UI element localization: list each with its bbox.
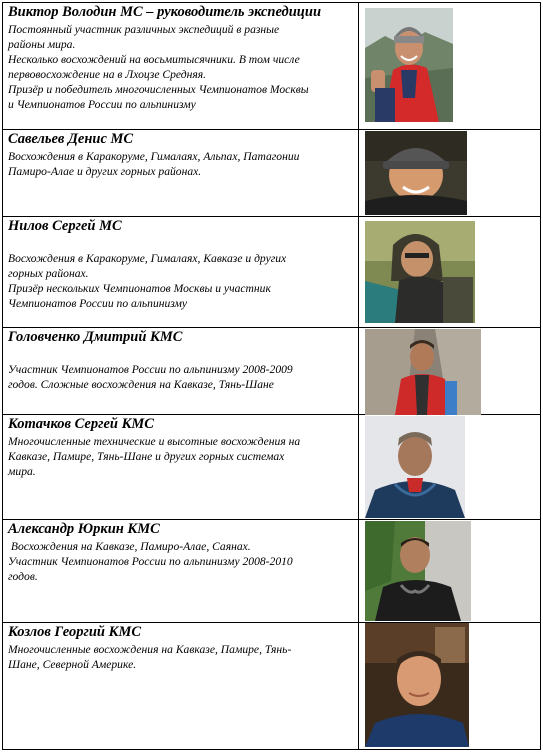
expedition-team-table — [2, 2, 541, 750]
portrait-climber-rock-icon — [365, 329, 481, 415]
member-bio-line: Чемпионатов России по альпинизму — [8, 297, 188, 310]
member-bio-line: Призёр нескольких Чемпионатов Москвы и участник — [8, 282, 271, 295]
table-row — [3, 328, 541, 415]
member-photo-cell — [359, 3, 541, 130]
member-photo-cell — [359, 520, 541, 623]
member-bio-line: Участник Чемпионатов России по альпинизму 2008-2010 — [8, 555, 293, 568]
member-bio-line — [8, 236, 354, 251]
member-photo-cell — [359, 623, 541, 750]
member-photo-cell — [359, 217, 541, 328]
member-bio-line: Участник Чемпионатов России по альпинизму 2008-2009 — [8, 363, 293, 376]
table-row — [3, 520, 541, 623]
member-name: Козлов Георгий КМС — [8, 624, 142, 640]
member-name: Нилов Сергей МС — [8, 218, 122, 234]
member-photo-cell — [359, 130, 541, 217]
portrait-climber-indoor-icon — [365, 623, 469, 747]
member-bio-line: первовосхождение на в Лхоцзе Средняя. — [8, 68, 207, 81]
member-name: Виктор Володин МС – руководитель экспедиции — [8, 4, 322, 20]
table-row — [3, 3, 541, 130]
table-row — [3, 217, 541, 328]
member-info-cell — [3, 3, 359, 130]
member-bio-line — [8, 347, 354, 362]
member-bio-line: Призёр и победитель многочисленных Чемпионатов Москвы — [8, 83, 309, 96]
member-info-cell — [3, 130, 359, 217]
table-row — [3, 415, 541, 520]
portrait-photo — [365, 416, 465, 518]
member-name: Савельев Денис МС — [8, 131, 134, 147]
portrait-climber-forest-icon — [365, 521, 471, 621]
member-bio-line: Кавказе, Памире, Тянь-Шане и других горных системах — [8, 450, 285, 463]
portrait-photo — [365, 329, 481, 415]
member-bio-line: Несколько восхождений на восьмитысячники. В том числе — [8, 53, 300, 66]
portrait-climber-hood-icon — [365, 221, 475, 323]
member-bio-line: годов. — [8, 570, 38, 583]
portrait-photo — [365, 8, 453, 122]
member-bio-line: и Чемпионатов России по альпинизму — [8, 98, 196, 111]
member-photo-cell — [359, 415, 541, 520]
member-info-cell — [3, 520, 359, 623]
portrait-climber-thumbs-up-icon — [365, 8, 453, 122]
portrait-climber-jacket-icon — [365, 416, 465, 518]
portrait-photo — [365, 131, 467, 215]
member-bio-line: Шане, Северной Америке. — [8, 658, 137, 671]
member-photo-cell — [359, 328, 541, 415]
member-bio-line: Многочисленные технические и высотные восхождения на — [8, 435, 301, 448]
member-info-cell — [3, 415, 359, 520]
member-name: Котачков Сергей КМС — [8, 416, 154, 432]
member-name: Головченко Дмитрий КМС — [8, 329, 183, 345]
member-info-cell — [3, 328, 359, 415]
portrait-photo — [365, 221, 475, 323]
portrait-photo — [365, 521, 471, 621]
member-bio-line: Восхождения в Каракоруме, Гималаях, Кавказе и других — [8, 252, 287, 265]
member-bio-line: районы мира. — [8, 38, 76, 51]
portrait-climber-cap-icon — [365, 131, 467, 215]
member-bio-line: мира. — [8, 465, 36, 478]
member-bio-line: Памиро-Алае и других горных районах. — [8, 165, 202, 178]
member-bio-line: горных районах. — [8, 267, 89, 280]
table-row — [3, 623, 541, 750]
member-info-cell — [3, 217, 359, 328]
member-info-cell — [3, 623, 359, 750]
member-bio-line: годов. Сложные восхождения на Кавказе, Тянь-Шане — [8, 378, 274, 391]
member-name: Александр Юркин КМС — [8, 521, 160, 537]
portrait-photo — [365, 623, 469, 747]
member-bio-line: Постоянный участник различных экспедиций в разные — [8, 23, 280, 36]
member-bio-line: Многочисленные восхождения на Кавказе, Памире, Тянь- — [8, 643, 292, 656]
table-row — [3, 130, 541, 217]
member-bio-line: Восхождения на Кавказе, Памиро-Алае, Саянах. — [8, 540, 251, 553]
member-bio-line: Восхождения в Каракоруме, Гималаях, Альпах, Патагонии — [8, 150, 300, 163]
